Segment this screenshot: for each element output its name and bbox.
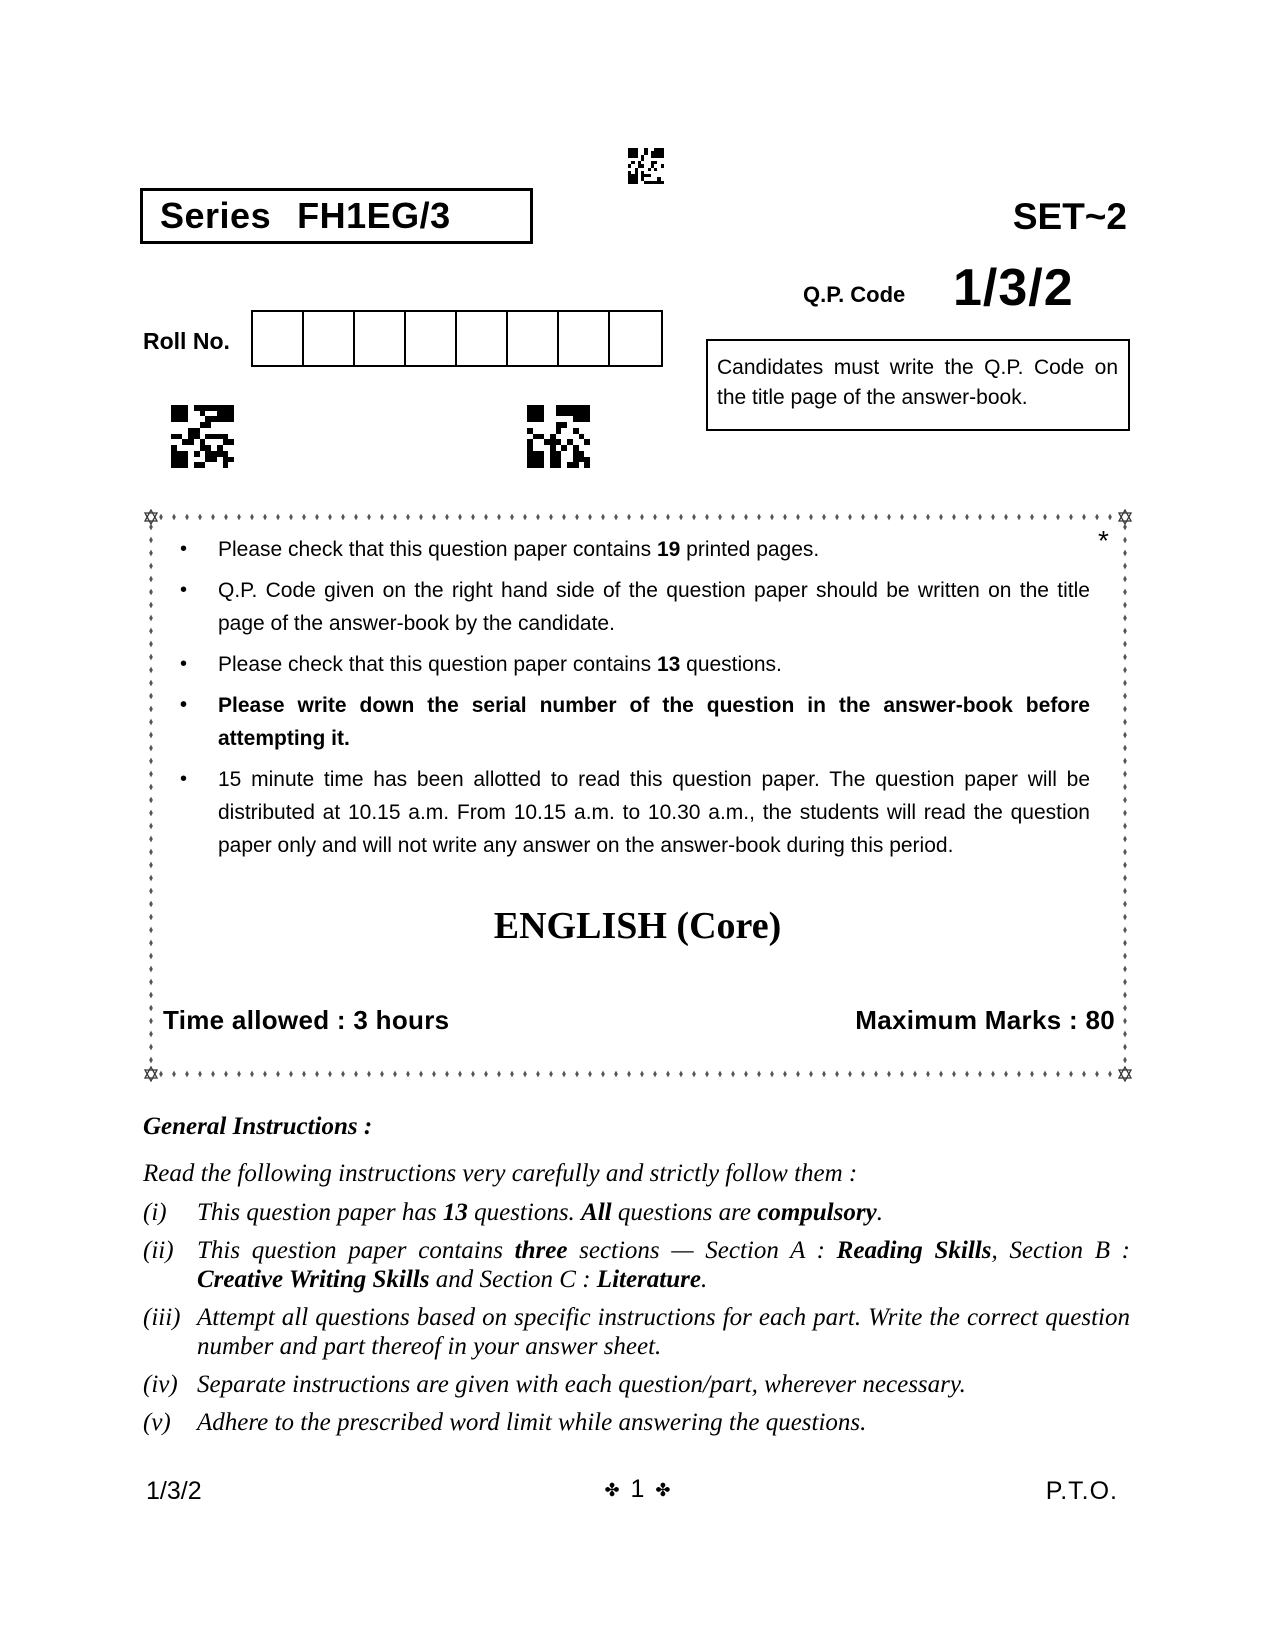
footer-qp-code: 1/3/2 xyxy=(146,1477,202,1505)
instruction-text: Separate instructions are given with each question/part, wherever necessary. xyxy=(197,1371,966,1398)
qr-code-top xyxy=(628,148,664,184)
page-ornament-left-icon: ✤ xyxy=(604,1479,620,1500)
instruction-number: (iv) xyxy=(143,1371,178,1398)
asterisk-mark: * xyxy=(1098,525,1109,556)
roll-number-cell[interactable] xyxy=(304,312,355,365)
instruction-text: Adhere to the prescribed word limit while answering the questions. xyxy=(197,1409,867,1436)
roll-number-label: Roll No. xyxy=(143,328,230,354)
roll-number-cell[interactable] xyxy=(559,312,610,365)
maximum-marks: Maximum Marks : 80 xyxy=(855,1005,1115,1035)
roll-number-boxes[interactable] xyxy=(251,310,663,367)
qr-code-left xyxy=(171,405,234,468)
instruction-text: Attempt all questions based on specific instructions for each part. Write the correct question number and part thereof in your answer sheet. xyxy=(197,1304,1130,1360)
check-instruction-item: • Please check that this question paper contains 13 questions. xyxy=(180,648,1090,681)
page-number: 1 xyxy=(630,1475,645,1503)
subject-title: ENGLISH (Core) xyxy=(493,905,782,947)
check-instruction-item: • Please check that this question paper contains 19 printed pages. xyxy=(180,533,1090,566)
check-instruction-item: • 15 minute time has been allotted to read this question paper. The question paper will be distributed at 10.15 a.m. From 10.15 a.m. to 10.30 a.m., the students will read the question paper only and will not write any answer on the answer-book during this period. xyxy=(180,763,1090,862)
series-code: FH1EG/3 xyxy=(297,195,451,236)
qr-code-middle xyxy=(527,405,590,468)
general-instructions-heading: General Instructions : xyxy=(143,1113,373,1140)
roll-number-cell[interactable] xyxy=(253,312,304,365)
general-instruction-item xyxy=(143,1303,1130,1361)
candidate-note-box: Candidates must write the Q.P. Code on the title page of the answer-book. xyxy=(706,339,1130,431)
instruction-number: (iii) xyxy=(143,1304,181,1331)
general-instructions-list xyxy=(143,1198,1130,1446)
instruction-number: (v) xyxy=(143,1409,171,1436)
check-instructions-list xyxy=(180,533,1090,870)
footer-pto: P.T.O. xyxy=(1045,1477,1118,1505)
instruction-text: This question paper contains three sections — Section A : Reading Skills, Section B : Creative Writing Skills and Section C : Literature. xyxy=(197,1237,1130,1293)
general-instruction-item xyxy=(143,1408,1130,1437)
set-label: SET~2 xyxy=(1012,196,1127,237)
series-label: Series xyxy=(160,195,272,236)
roll-number-cell[interactable] xyxy=(457,312,508,365)
general-instruction-item xyxy=(143,1236,1130,1294)
general-instruction-item xyxy=(143,1370,1130,1399)
series-box xyxy=(140,188,533,244)
instruction-text: This question paper has 13 questions. All questions are compulsory. xyxy=(197,1199,883,1226)
time-allowed: Time allowed : 3 hours xyxy=(163,1005,450,1035)
check-instruction-item: • Please write down the serial number of the question in the answer-book before attempting it. xyxy=(180,689,1090,755)
general-instruction-item xyxy=(143,1198,1130,1227)
roll-number-cell[interactable] xyxy=(406,312,457,365)
roll-number-cell[interactable] xyxy=(610,312,661,365)
check-instruction-item: • Q.P. Code given on the right hand side of the question paper should be written on the title page of the answer-book by the candidate. xyxy=(180,574,1090,640)
instruction-number: (i) xyxy=(143,1199,167,1226)
qp-code-label: Q.P. Code xyxy=(803,282,906,307)
roll-number-cell[interactable] xyxy=(355,312,406,365)
page-ornament-right-icon: ✤ xyxy=(655,1479,671,1500)
instruction-number: (ii) xyxy=(143,1237,174,1264)
qp-code-value: 1/3/2 xyxy=(953,259,1074,317)
general-instructions-intro: Read the following instructions very carefully and strictly follow them : xyxy=(143,1160,858,1187)
roll-number-cell[interactable] xyxy=(508,312,559,365)
